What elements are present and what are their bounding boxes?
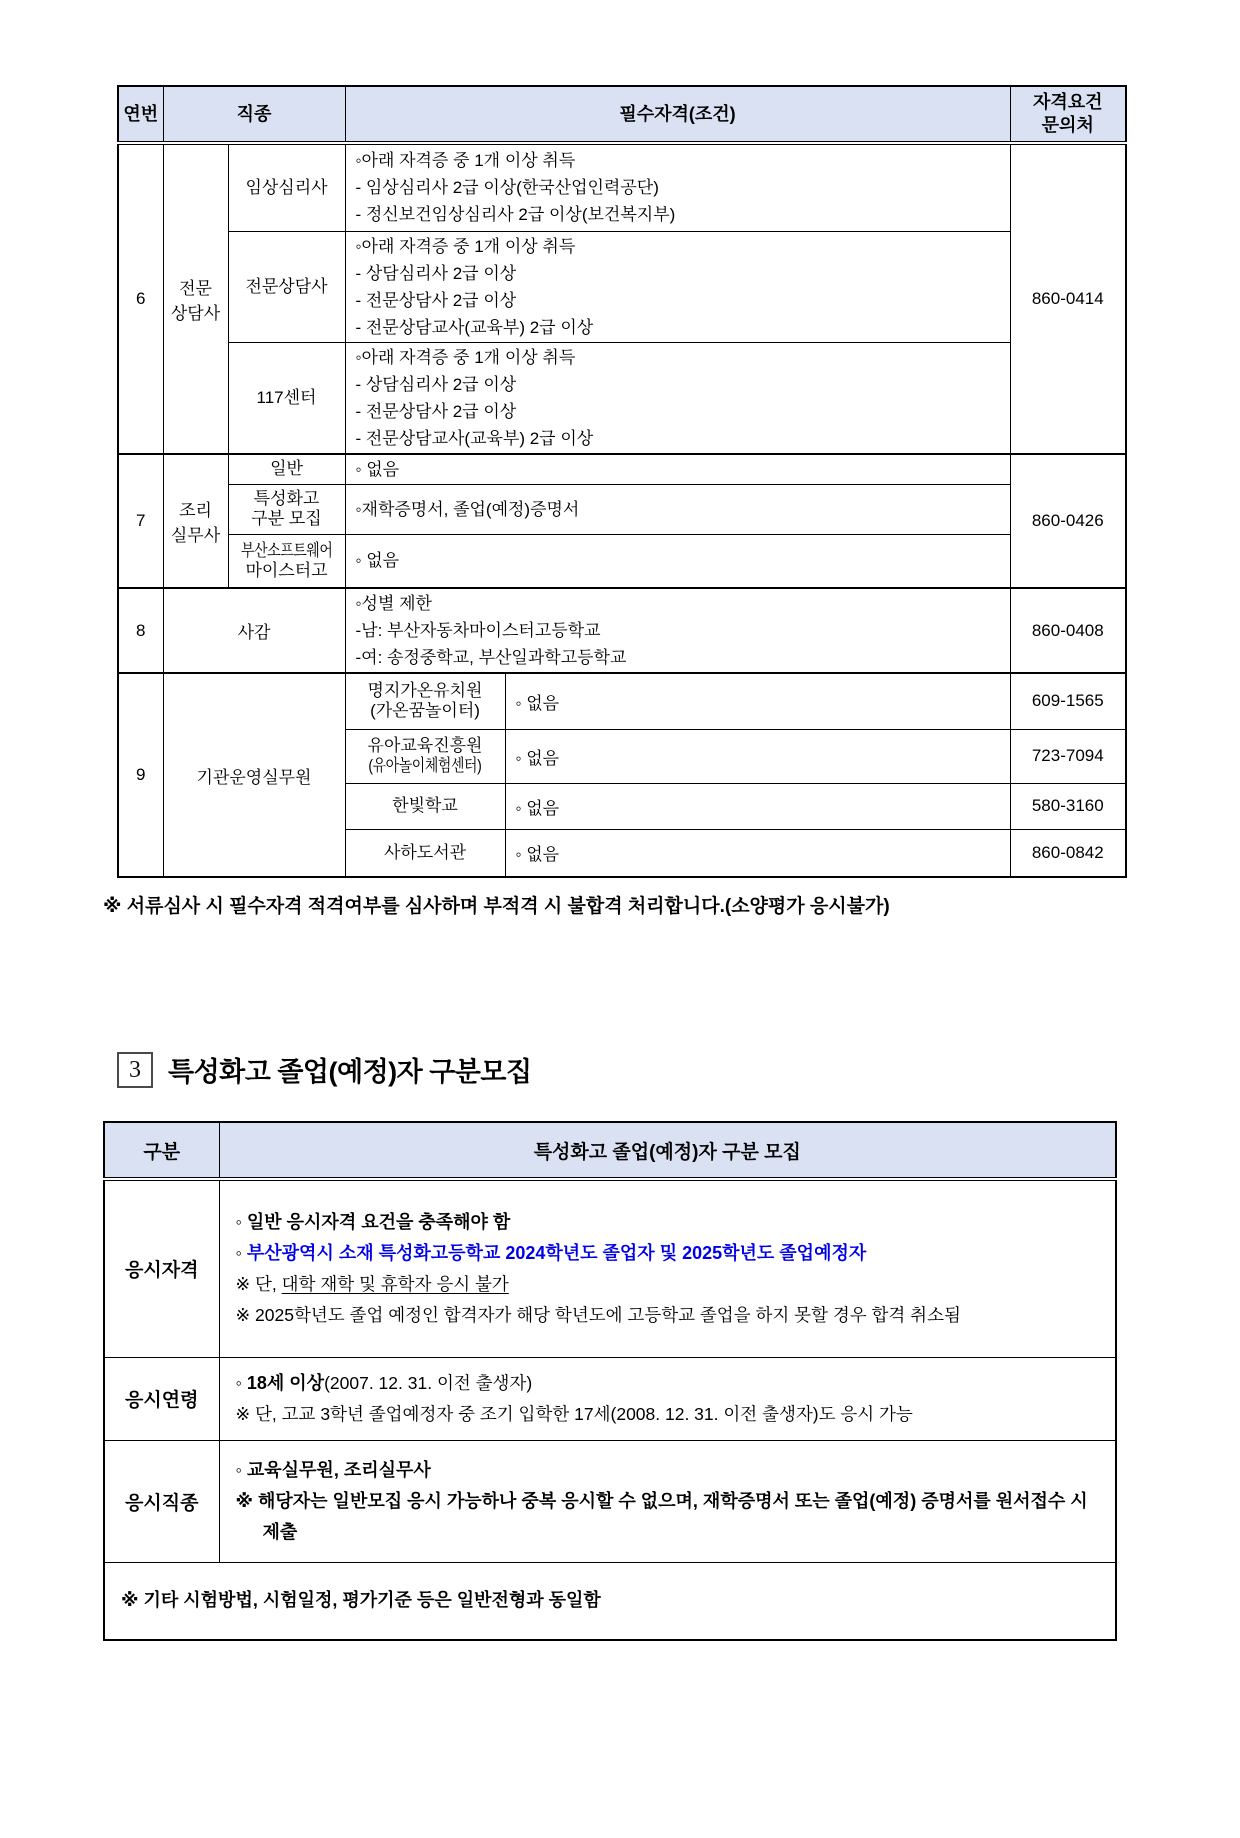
text-line: ※ 2025학년도 졸업 예정인 합격자가 해당 학년도에 고등학교 졸업을 하지 못할 경우 합격 취소됨 xyxy=(235,1304,961,1325)
text-line: ◦ 일반 응시자격 요건을 충족해야 함 xyxy=(235,1211,511,1232)
header-category: 구분 xyxy=(104,1122,219,1179)
text-line: ◦재학증명서, 졸업(예정)증명서 xyxy=(355,499,580,519)
text-line: 자격요건 xyxy=(1032,92,1103,112)
special-admission-table xyxy=(103,1121,1117,1641)
section-heading xyxy=(117,1050,1240,1089)
subcategory-cell: 임상심리사 xyxy=(228,143,345,231)
qualification-cell xyxy=(345,342,1010,454)
table-row xyxy=(118,454,1126,485)
section-number-box: 3 xyxy=(117,1052,153,1088)
table-row xyxy=(118,484,1126,534)
text-line: 유아교육진흥원 xyxy=(367,736,483,755)
qualification-cell xyxy=(345,588,1010,673)
institution-cell xyxy=(345,673,505,729)
table-header-row xyxy=(118,86,1126,143)
text-segment: (2007. 12. 31. 이전 출생자) xyxy=(324,1372,533,1393)
text-line xyxy=(230,541,344,561)
text-line: 부산소프트웨어 xyxy=(240,540,333,560)
text-line: 특성화고 xyxy=(253,489,320,508)
subcategory-cell xyxy=(228,534,345,588)
qualification-cell xyxy=(345,143,1010,231)
eligibility-cell xyxy=(219,1179,1116,1357)
text-line: - 상담심리사 2급 이상 xyxy=(355,374,517,394)
screening-note: ※ 서류심사 시 필수자격 적격여부를 심사하며 부적격 시 불합격 처리합니다.(소양평가 응시불가) xyxy=(103,896,890,917)
table-row xyxy=(118,673,1126,729)
table-row xyxy=(104,1440,1116,1562)
seq-cell: 6 xyxy=(118,143,163,454)
text-line: -남: 부산자동차마이스터고등학교 xyxy=(355,621,601,640)
table-row xyxy=(104,1357,1116,1440)
text-line: - 전문상담교사(교육부) 2급 이상 xyxy=(355,428,594,448)
contact-cell: 860-0842 xyxy=(1010,829,1126,877)
section-title: 특성화고 졸업(예정)자 구분모집 xyxy=(168,1057,532,1087)
text-line: ※ 기타 시험방법, 시험일정, 평가기준 등은 일반전형과 동일함 xyxy=(121,1590,601,1611)
institution-cell xyxy=(345,729,505,783)
table-row xyxy=(118,143,1126,231)
contact-cell: 860-0408 xyxy=(1010,588,1126,673)
document-page xyxy=(0,85,1240,1641)
text-line: - 전문상담사 2급 이상 xyxy=(355,290,517,310)
header-qualification: 필수자격(조건) xyxy=(345,86,1010,143)
subcategory-cell: 117센터 xyxy=(228,342,345,454)
row-label-cell: 응시직종 xyxy=(104,1440,219,1562)
row-label-cell: 응시자격 xyxy=(104,1179,219,1357)
text-line: - 정신보건임상심리사 2급 이상(보건복지부) xyxy=(355,205,676,225)
job-cell: 사감 xyxy=(163,588,345,673)
contact-cell: 860-0414 xyxy=(1010,143,1126,454)
text-line: 실무사 xyxy=(170,525,221,545)
seq-cell: 7 xyxy=(118,454,163,589)
text-line: (유아놀이체험센터) xyxy=(368,756,482,775)
text-line xyxy=(236,1269,1100,1300)
seq-cell: 9 xyxy=(118,673,163,877)
text-line: ※ 해당자는 일반모집 응시 가능하나 중복 응시할 수 없으며, 재학증명서 또는 졸업(예정) 증명서를 원서접수 시 제출 xyxy=(235,1490,1088,1542)
header-job: 직종 xyxy=(163,86,345,143)
qualification-cell xyxy=(345,231,1010,342)
header-seq: 연번 xyxy=(118,86,163,143)
text-segment: ◦ 18세 이상 xyxy=(235,1372,325,1393)
qualification-cell xyxy=(345,534,1010,588)
text-line: 명지가온유치원 xyxy=(367,681,483,701)
table-row xyxy=(118,342,1126,454)
text-line xyxy=(236,1368,1100,1399)
table-row xyxy=(104,1562,1116,1640)
qualification-cell: ◦ 없음 xyxy=(505,829,1010,877)
text-line: 전문 xyxy=(179,278,212,298)
age-cell xyxy=(219,1357,1116,1440)
text-line xyxy=(236,1238,1100,1269)
required-qualifications-table xyxy=(117,85,1127,878)
contact-cell: 860-0426 xyxy=(1010,454,1126,589)
text-line: ◦ 없음 xyxy=(355,551,400,571)
header-contact xyxy=(1010,86,1126,143)
contact-cell: 723-7094 xyxy=(1010,729,1126,783)
institution-cell: 한빛학교 xyxy=(345,783,505,829)
header-special-admission: 특성화고 졸업(예정)자 구분 모집 xyxy=(219,1122,1116,1179)
highlighted-text: 부산광역시 소재 특성화고등학교 2024학년도 졸업자 및 2025학년도 졸업예정자 xyxy=(246,1242,867,1263)
footer-note-cell xyxy=(104,1562,1116,1640)
text-line: -여: 송정중학교, 부산일과학고등학교 xyxy=(355,648,627,667)
text-line: ◦성별 제한 xyxy=(355,594,432,613)
subcategory-cell xyxy=(228,484,345,534)
table-header-row xyxy=(104,1122,1116,1179)
text-line: 문의처 xyxy=(1041,115,1094,135)
qualification-cell xyxy=(345,484,1010,534)
text-line: ◦아래 자격증 중 1개 이상 취득 xyxy=(355,236,576,256)
qualification-cell: ◦ 없음 xyxy=(505,673,1010,729)
table-row xyxy=(104,1179,1116,1357)
text-line: - 임상심리사 2급 이상(한국산업인력공단) xyxy=(355,178,659,198)
text-line: - 전문상담사 2급 이상 xyxy=(355,401,517,421)
text-line: 조리 xyxy=(179,500,212,520)
bullet: ◦ xyxy=(235,1242,247,1263)
row-label-cell: 응시연령 xyxy=(104,1357,219,1440)
text-line xyxy=(347,756,504,776)
table-row xyxy=(118,534,1126,588)
text-line: ◦아래 자격증 중 1개 이상 취득 xyxy=(355,151,576,171)
text-line: 마이스터고 xyxy=(245,560,328,580)
text-line: ◦ 없음 xyxy=(355,459,400,479)
text-line: - 전문상담교사(교육부) 2급 이상 xyxy=(355,317,594,337)
contact-cell: 609-1565 xyxy=(1010,673,1126,729)
table-row xyxy=(118,588,1126,673)
text-line: ◦아래 자격증 중 1개 이상 취득 xyxy=(355,347,576,367)
text-line: (가온꿈놀이터) xyxy=(370,701,480,721)
underlined-text: 대학 재학 및 휴학자 응시 불가 xyxy=(281,1273,509,1294)
job-cell: 기관운영실무원 xyxy=(163,673,345,877)
text-line: 구분 모집 xyxy=(251,509,322,528)
text-line: - 상담심리사 2급 이상 xyxy=(355,263,517,283)
contact-cell: 580-3160 xyxy=(1010,783,1126,829)
job-cell xyxy=(163,143,228,454)
qualification-cell: ◦ 없음 xyxy=(505,729,1010,783)
institution-cell: 사하도서관 xyxy=(345,829,505,877)
subcategory-cell: 일반 xyxy=(228,454,345,485)
qualification-cell xyxy=(345,454,1010,485)
jobs-cell xyxy=(219,1440,1116,1562)
text-line: ◦ 교육실무원, 조리실무사 xyxy=(235,1459,431,1480)
qualification-cell: ◦ 없음 xyxy=(505,783,1010,829)
table-row xyxy=(118,231,1126,342)
seq-cell: 8 xyxy=(118,588,163,673)
text-line: 상담사 xyxy=(170,303,221,323)
subcategory-cell: 전문상담사 xyxy=(228,231,345,342)
text-segment: ※ 단, xyxy=(235,1273,282,1294)
job-cell xyxy=(163,454,228,589)
text-line: ※ 단, 고교 3학년 졸업예정자 중 조기 입학한 17세(2008. 12. 31. 이전 출생자)도 응시 가능 xyxy=(235,1403,913,1424)
